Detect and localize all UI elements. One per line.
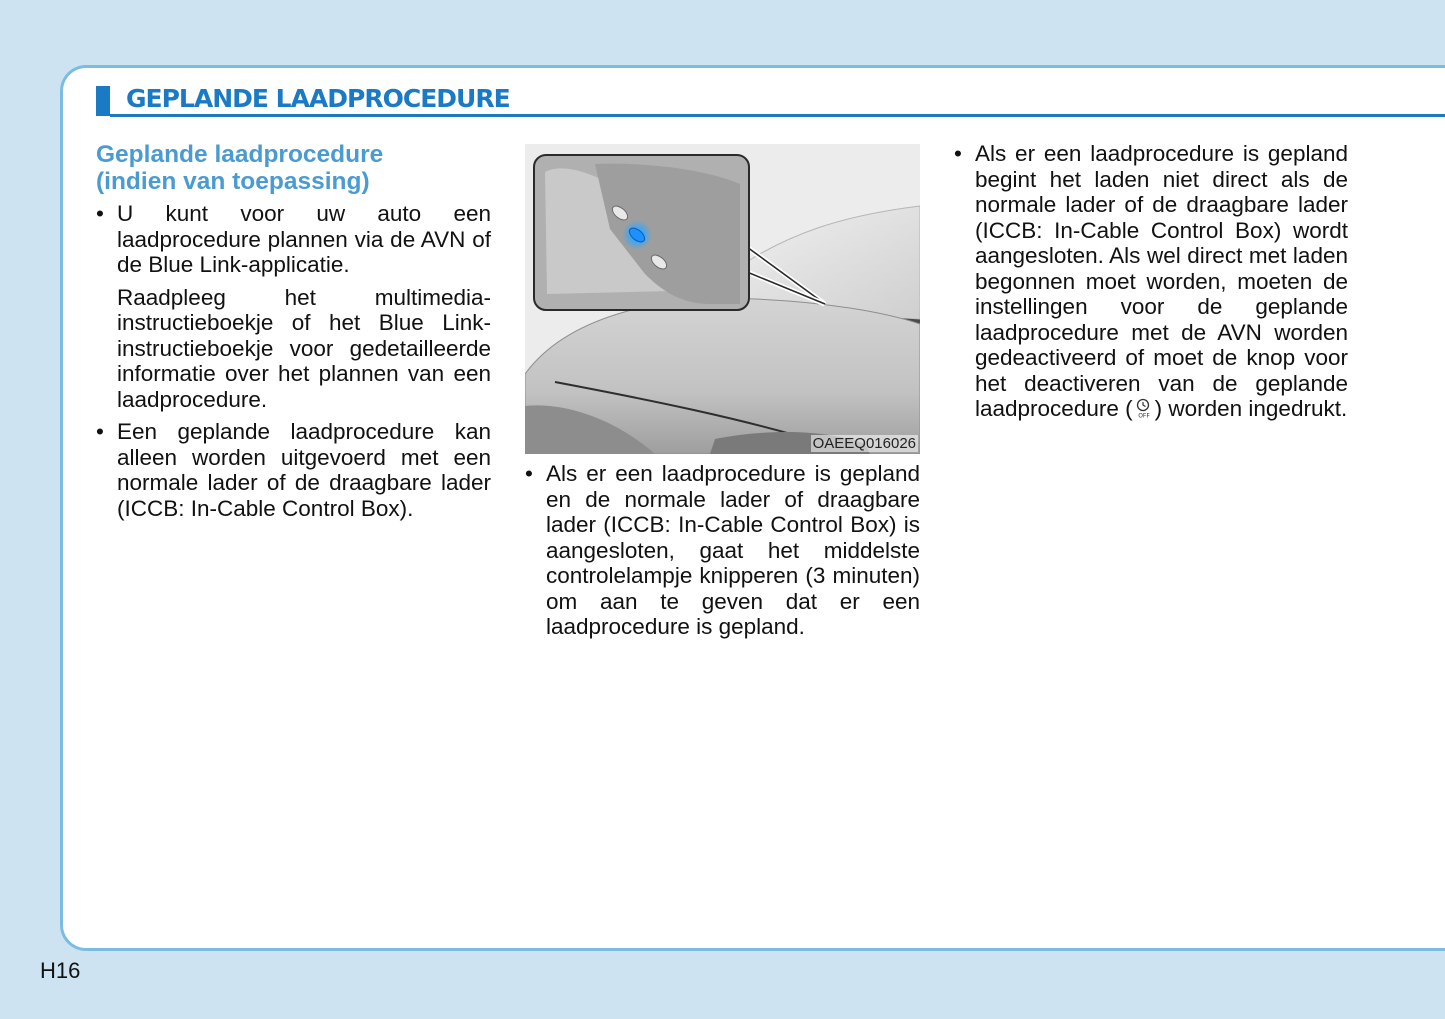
bullet-item (954, 141, 1348, 422)
subsection-title-line1: Geplande laadprocedure (96, 141, 384, 168)
column-right (954, 141, 1348, 429)
page-number: H16 (40, 958, 81, 983)
bullet-text: U kunt voor uw auto een laadprocedure plannen via de AVN of de Blue Link-applicatie. (117, 201, 491, 277)
bullet-dot: • (954, 141, 962, 166)
subsection-title-line2: (indien van toepassing) (96, 168, 370, 195)
bullet-note: Raadpleeg het multimedia-instructieboekje of het Blue Link-instructieboekje voor gedetailleerde informatie over het plannen van een laadprocedure. (117, 284, 491, 412)
column-middle (525, 461, 920, 647)
section-header-marker (96, 86, 110, 116)
section-header-rule (110, 114, 1445, 117)
image-code: OAEEQ016026 (812, 435, 916, 452)
bullet-text-part2: ) worden ingedrukt. (1154, 396, 1348, 421)
car-hood-illustration (525, 144, 920, 454)
bullet-item (525, 461, 920, 640)
bullet-text: Een geplande laadprocedure kan alleen worden uitgevoerd met een normale lader of de draagbare lader (ICCB: In-Cable Control Box). (117, 419, 491, 521)
car-charging-indicator-illustration (525, 144, 920, 454)
subsection-title (96, 141, 491, 195)
bullet-dot: • (525, 461, 533, 486)
bullet-text: Als er een laadprocedure is gepland en de normale lader of draagbare lader (ICCB: In-Cable Control Box) is aangesloten, gaat het middelste controlelampje knipperen (3 minuten) om aan te geven dat er een laadprocedure is gepland. (546, 461, 920, 639)
column-left (96, 141, 491, 528)
bullet-item (96, 419, 491, 521)
section-title: GEPLANDE LAADPROCEDURE (126, 84, 510, 113)
bullet-item (96, 201, 491, 278)
bullet-dot: • (96, 419, 104, 444)
bullet-text-part1: Als er een laadprocedure is gepland begint het laden niet direct als de normale lader of de draagbare lader (ICCB: In-Cable Control Box) wordt aangesloten. Als wel direct met laden begonnen moet worden, moeten de instellingen voor de geplande laadprocedure met de AVN worden gedeactiveerd of moet de knop voor het deactiveren van de geplande laadprocedure ( (975, 141, 1348, 421)
off-icon-label: OFF (1137, 412, 1150, 419)
scheduled-charging-off-icon (1133, 397, 1155, 419)
bullet-dot: • (96, 201, 104, 226)
